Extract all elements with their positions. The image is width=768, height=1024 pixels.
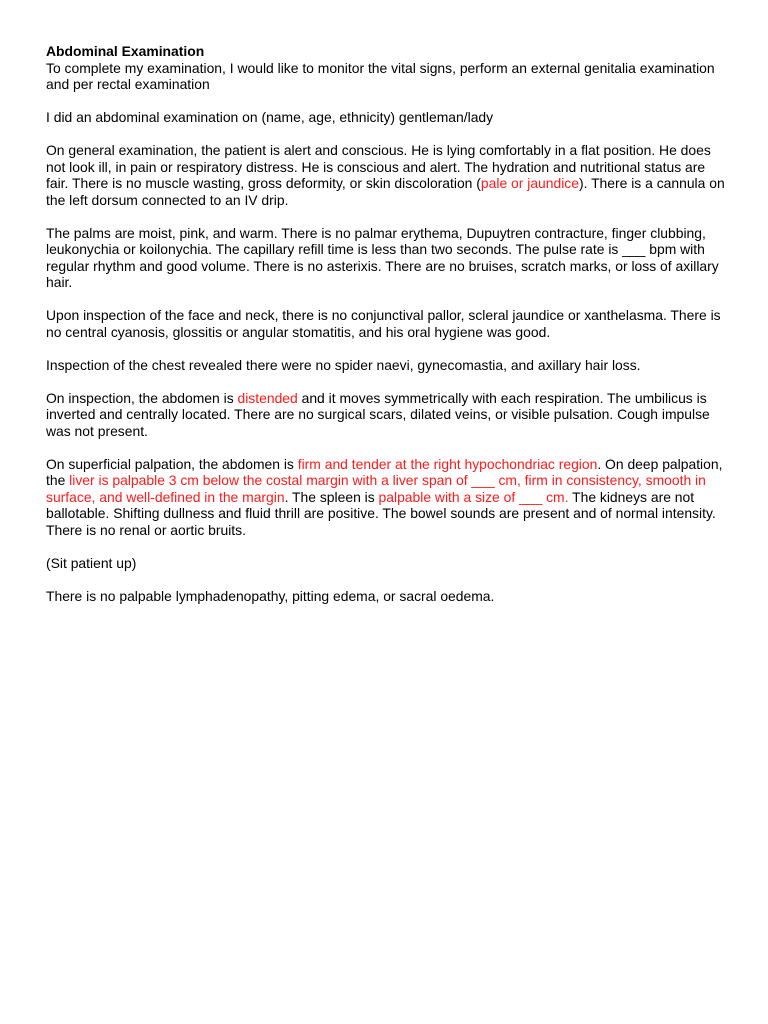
general-examination-paragraph [46, 142, 726, 208]
palpation-highlight-2: liver is palpable 3 cm below the costal margin with a liver span of ___ cm, firm in consistency, smooth in surface, and well-defined in the margin [46, 472, 706, 505]
chest-paragraph: Inspection of the chest revealed there were no spider naevi, gynecomastia, and axillary hair loss. [46, 356, 641, 373]
abdomen-inspection-paragraph [46, 390, 726, 440]
palpation-text-4: The kidneys are not ballotable. Shifting dullness and fluid thrill are positive. The bowel sounds are present and of normal intensity. There is no renal or aortic bruits. [46, 488, 716, 538]
document-title: Abdominal Examination [46, 43, 205, 59]
palpation-text-2: . On deep palpation, the [46, 455, 723, 488]
identity-paragraph: I did an abdominal examination on (name, age, ethnicity) gentleman/lady [46, 109, 494, 125]
inspection-highlight: distended [237, 389, 298, 406]
palpation-paragraph [46, 456, 726, 539]
inspection-text-2: and it moves symmetrically with each respiration. The umbilicus is inverted and centrally located. There are no surgical scars, dilated veins, or visible pulsation. Cough impulse was not present. [46, 389, 710, 439]
palpation-text-1: On superficial palpation, the abdomen is [46, 455, 298, 472]
sit-up-instruction: (Sit patient up) [46, 554, 137, 571]
palpation-text-3: . The spleen is [284, 488, 379, 505]
palpation-highlight-3: palpable with a size of ___ cm. [378, 488, 569, 505]
final-paragraph: There is no palpable lymphadenopathy, pitting edema, or sacral oedema. [46, 587, 495, 604]
face-neck-paragraph: Upon inspection of the face and neck, there is no conjunctival pallor, scleral jaundice or xanthelasma. There is no central cyanosis, glossitis or angular stomatitis, and his oral hygiene was good. [46, 307, 721, 340]
palpation-highlight-1: firm and tender at the right hypochondriac region [297, 455, 598, 472]
palms-paragraph: The palms are moist, pink, and warm. There is no palmar erythema, Dupuytren contracture, finger clubbing, leukonychia or koilonychia. The capillary refill time is less than two seconds. The pulse rate is ___ bpm with regular rhythm and good volume. There is no asterixis. There are no bruises, scratch marks, or loss of axillary hair. [46, 224, 719, 290]
intro-paragraph: To complete my examination, I would like to monitor the vital signs, perform an external genitalia examination and per rectal examination [46, 59, 715, 92]
general-text-1: On general examination, the patient is alert and conscious. He is lying comfortably in a flat position. He does not look ill, in pain or respiratory distress. He is conscious and alert. The hydration and nutritional status are fair. There is no muscle wasting, gross deformity, or skin discoloration ( [46, 142, 711, 191]
general-text-2: ). There is a cannula on the left dorsum connected to an IV drip. [46, 175, 725, 208]
general-highlight: pale or jaundice [480, 175, 579, 191]
document-page [46, 43, 726, 621]
inspection-text-1: On inspection, the abdomen is [46, 389, 238, 406]
